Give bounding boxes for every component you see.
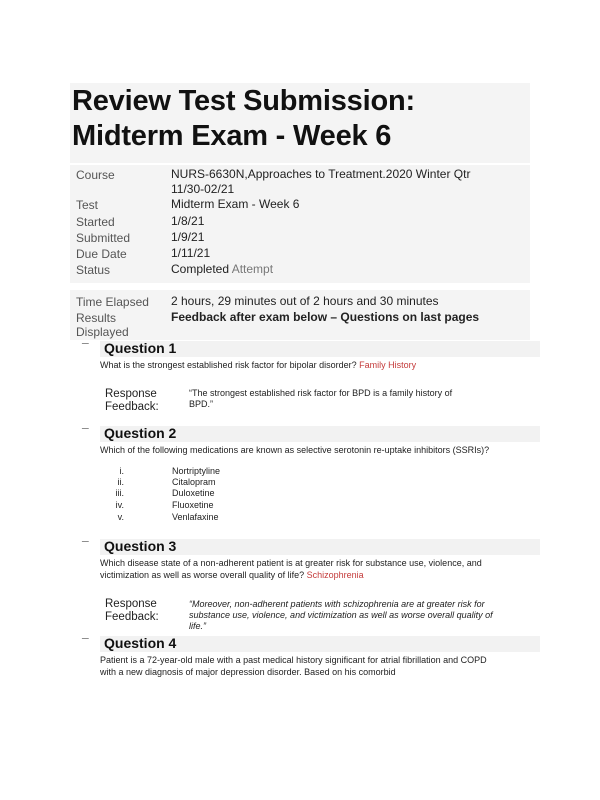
- question-4-prompt-line2: with a new diagnosis of major depression disorder. Based on his comorbid: [100, 667, 396, 677]
- time-elapsed-value: 2 hours, 29 minutes out of 2 hours and 30 minutes: [171, 294, 439, 308]
- started-value: 1/8/21: [171, 214, 205, 228]
- question-3-text: [100, 557, 540, 581]
- submitted-value: 1/9/21: [171, 230, 205, 244]
- started-label: Started: [76, 215, 115, 229]
- option-label: Duloxetine: [172, 488, 215, 498]
- test-label: Test: [76, 198, 99, 212]
- question-3-prompt-line2: victimization as well as worse overall quality of life?: [100, 570, 305, 580]
- option-number: ii.: [117, 477, 124, 487]
- results-displayed-label: [76, 311, 129, 339]
- collapse-icon[interactable]: ¯: [82, 636, 89, 650]
- feedback-line1: “Moreover, non-adherent patients with schizophrenia are at greater risk for: [189, 599, 485, 609]
- question-4-prompt-line1: Patient is a 72-year-old male with a past medical history significant for atrial fibrillation and COPD: [100, 655, 487, 665]
- option-number: v.: [117, 512, 124, 522]
- results-panel: [70, 290, 530, 340]
- option-label: Venlafaxine: [172, 512, 219, 522]
- question-1-text: [100, 359, 540, 371]
- question-4-heading: [82, 635, 176, 651]
- course-label: Course: [76, 168, 115, 182]
- collapse-icon[interactable]: ¯: [82, 426, 89, 440]
- feedback-line2: substance use, violence, and victimization as well as worse overall quality of: [189, 610, 493, 620]
- question-1-feedback: [189, 388, 519, 410]
- course-value: [171, 167, 501, 197]
- page-title-line2: Midterm Exam - Week 6: [72, 120, 392, 152]
- test-value: Midterm Exam - Week 6: [171, 197, 300, 211]
- due-date-label: Due Date: [76, 247, 127, 261]
- response-label-line2: Feedback:: [105, 401, 159, 413]
- status-value-rest: Attempt: [231, 262, 274, 276]
- feedback-line3: life.”: [189, 621, 207, 631]
- option-label: Nortriptyline: [172, 466, 221, 476]
- info-panel: [70, 165, 530, 283]
- submitted-label: Submitted: [76, 231, 131, 245]
- response-label-line1: Response: [105, 598, 157, 610]
- option-number: iv.: [115, 500, 124, 510]
- collapse-icon[interactable]: ¯: [82, 341, 89, 355]
- response-label-line1: Response: [105, 388, 157, 400]
- question-3-feedback: [189, 599, 519, 632]
- status-value: [171, 262, 501, 277]
- question-1-title: Question 1: [104, 340, 177, 356]
- question-2-title: Question 2: [104, 425, 177, 441]
- question-3-answer: Schizophrenia: [306, 570, 364, 580]
- page-title-line1: Review Test Submission:: [72, 85, 415, 117]
- option-number: i.: [119, 466, 124, 476]
- question-1-response-label: [105, 388, 159, 414]
- collapse-icon[interactable]: ¯: [82, 539, 89, 553]
- question-4-title: Question 4: [104, 635, 177, 651]
- question-3-heading: [82, 538, 176, 554]
- question-3-title: Question 3: [104, 538, 177, 554]
- course-value-line2: 11/30-02/21: [171, 182, 235, 196]
- due-date-value: 1/11/21: [171, 246, 211, 260]
- option-label: Fluoxetine: [172, 500, 214, 510]
- feedback-line1: “The strongest established risk factor for BPD is a family history of: [189, 388, 453, 398]
- question-4-text: [100, 654, 540, 678]
- question-1-heading: [82, 340, 176, 356]
- page-title: [72, 84, 415, 154]
- question-2-text: Which of the following medications are known as selective serotonin re-uptake inhibitors (SSRIs)?: [100, 445, 490, 455]
- status-value-main: Completed: [171, 262, 230, 276]
- response-label-line2: Feedback:: [105, 611, 159, 623]
- results-label-line2: Displayed: [76, 325, 129, 339]
- course-value-line1: NURS-6630N,Approaches to Treatment.2020 Winter Qtr: [171, 167, 471, 181]
- question-3-response-label: [105, 598, 159, 624]
- question-3-prompt-line1: Which disease state of a non-adherent patient is at greater risk for substance use, violence, and: [100, 558, 482, 568]
- question-2-heading: [82, 425, 176, 441]
- results-displayed-value: Feedback after exam below – Questions on last pages: [171, 310, 480, 324]
- option-number: iii.: [115, 488, 124, 498]
- option-label: Citalopram: [172, 477, 216, 487]
- question-1-prompt: What is the strongest established risk factor for bipolar disorder?: [100, 360, 357, 370]
- question-1-answer: Family History: [359, 360, 417, 370]
- status-label: Status: [76, 263, 111, 277]
- time-elapsed-label: Time Elapsed: [76, 295, 149, 309]
- results-label-line1: Results: [76, 311, 117, 325]
- feedback-line2: BPD.”: [189, 399, 214, 409]
